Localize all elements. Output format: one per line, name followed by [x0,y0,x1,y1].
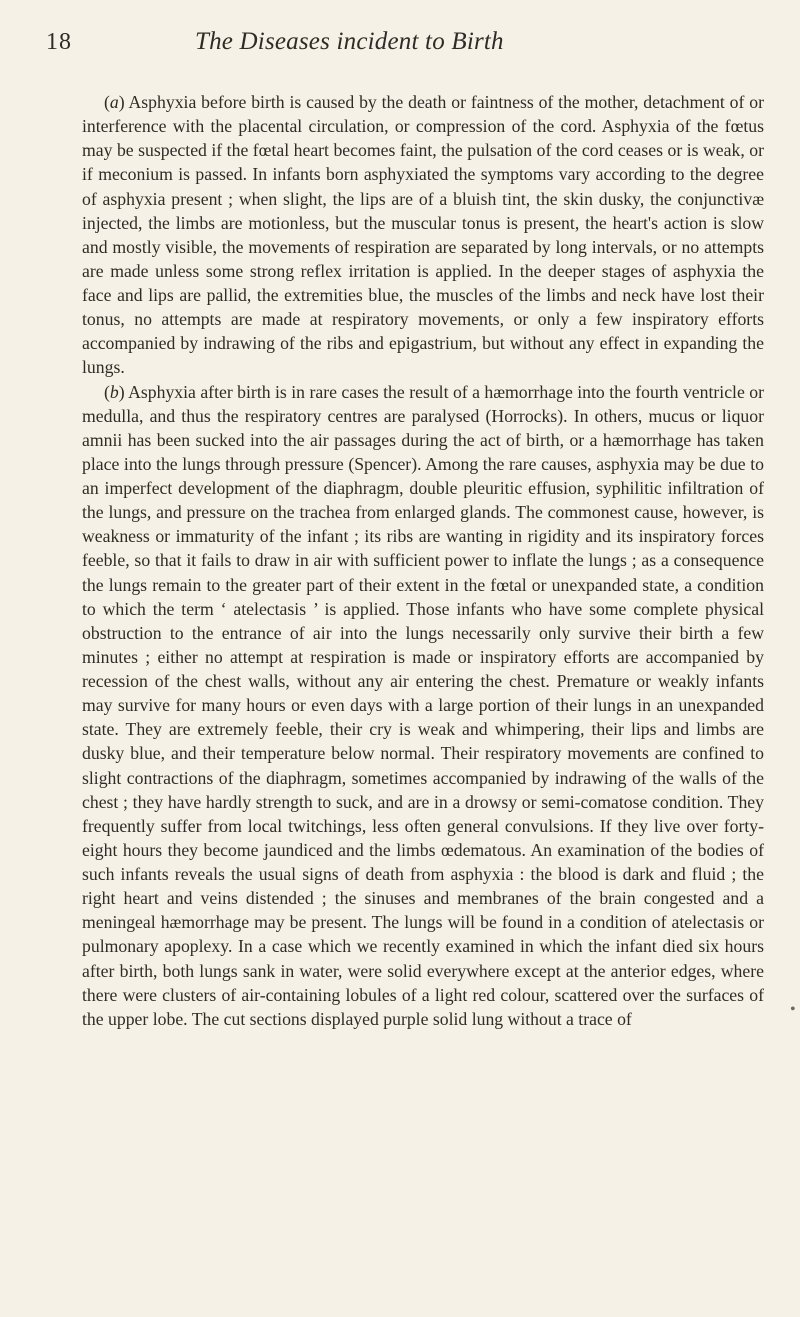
running-title: The Diseases incident to Birth [195,28,504,55]
paragraph-a-label: a [109,92,119,112]
margin-mark: • [790,1001,796,1018]
page-header [46,22,764,62]
page-number: 18 [46,29,72,55]
paragraph-b: (b) Asphyxia after birth is in rare cases the result of a hæmorrhage into the fourth ventricle or medulla, and thus the respiratory centres are paralysed (Horrocks). In others, mucus or liquor amnii has been sucked into the air passages during the act of birth, or a hæmorrhage has taken place into the lungs through pressure (Spencer). Among the rare causes, asphyxia may be due to an imperfect development of the diaphragm, double pleuritic effusion, syphilitic infiltration of the lungs, and pressure on the trachea from enlarged glands. The commonest cause, however, is weakness or immaturity of the infant ; its ribs are wanting in rigidity and its inspiratory forces feeble, so that it fails to draw in air with sufficient power to inflate the lungs ; as a consequence the lungs remain to the greater part of their extent in the fœtal or unexpanded state, a condition to which the term ‘ atelectasis ’ is applied. Those infants who have some complete physical obstruction to the entrance of air into the lungs necessarily only survive their birth a few minutes ; either no attempt at respiration is made or inspiratory efforts are accompanied by recession of the chest walls, without any air entering the chest. Premature or weakly infants may survive for many hours or even days with a large portion of their lungs in an unexpanded state. They are extremely feeble, their cry is weak and whimpering, their lips and limbs are dusky blue, and their temperature below normal. Their respiratory movements are confined to slight contractions of the diaphragm, sometimes accompanied by indrawing of the walls of the chest ; they have hardly strength to suck, and are in a drowsy or semi-comatose condition. They frequently suffer from local twitchings, less often general convulsions. If they live over forty-eight hours they become jaundiced and the limbs œdematous. An examination of the bodies of such infants reveals the usual signs of death from asphyxia : the blood is dark and fluid ; the right heart and veins distended ; the sinuses and membranes of the brain congested and a meningeal hæmorrhage may be present. The lungs will be found in a condition of atelectasis or pulmonary apoplexy. In a case which we recently examined in which the infant died six hours after birth, both lungs sank in water, were solid everywhere except at the anterior edges, where there were clusters of air-containing lobules of a light red colour, scattered over the surfaces of the upper lobe. The cut sections displayed purple solid lung without a trace of [82,381,764,1029]
page-content [46,22,765,1031]
paragraph-b-text: Asphyxia after birth is in rare cases the result of a hæmorrhage into the fourth ventricle or medulla, and thus the respiratory centres are paralysed (Horrocks). In others, mucus or liquor amnii has been sucked into the air passages during the act of birth, or a hæmorrhage has taken place into the lungs through pressure (Spencer). Among the rare causes, asphyxia may be due to an imperfect development of the diaphragm, double pleuritic effusion, syphilitic infiltration of the lungs, and pressure on the trachea from enlarged glands. The commonest cause, however, is weakness or immaturity of the infant ; its ribs are wanting in rigidity and its inspiratory forces feeble, so that it fails to draw in air with sufficient power to inflate the lungs ; as a consequence the lungs remain to the greater part of their extent in the fœtal or unexpanded state, a condition to which the term ‘ atelectasis ’ is applied. Those infants who have some complete physical obstruction to the entrance of air into the lungs necessarily only survive their birth a few minutes ; either no attempt at respiration is made or inspiratory efforts are accompanied by recession of the chest walls, without any air entering the chest. Premature or weakly infants may survive for many hours or even days with a large portion of their lungs in an unexpanded state. They are extremely feeble, their cry is weak and whimpering, their lips and limbs are dusky blue, and their temperature below normal. Their respiratory movements are confined to slight contractions of the diaphragm, sometimes accompanied by indrawing of the walls of the chest ; they have hardly strength to suck, and are in a drowsy or semi-comatose condition. They frequently suffer from local twitchings, less often general convulsions. If they live over forty-eight hours they become jaundiced and the limbs œdematous. An examination of the bodies of such infants reveals the usual signs of death from asphyxia : the blood is dark and fluid ; the right heart and veins distended ; the sinuses and membranes of the brain congested and a meningeal hæmorrhage may be present. The lungs will be found in a condition of atelectasis or pulmonary apoplexy. In a case which we recently examined in which the infant died six hours after birth, both lungs sank in water, were solid everywhere except at the anterior edges, where there were clusters of air-containing lobules of a light red colour, scattered over the surfaces of the upper lobe. The cut sections displayed purple solid lung without a trace of [82,381,764,1029]
paragraph-b-label: b [109,381,119,402]
paragraph-a-text: Asphyxia before birth is caused by the death or faintness of the mother, detachment of or interference with the placental circulation, or compression of the cord. Asphyxia of the fœtus may be suspected if the fœtal heart becomes faint, the pulsation of the cord ceases or is weak, or if meconium is passed. In infants born asphyxiated the symptoms vary according to the degree of asphyxia present ; when slight, the lips are of a bluish tint, the skin dusky, the conjunctivæ injected, the limbs are motionless, but the muscular tonus is present, the heart's action is slow and mostly visible, the movements of respiration are separated by long intervals, or no attempts are made unless some strong reflex irritation is applied. In the deeper stages of asphyxia the face and lips are pallid, the extremities blue, the muscles of the limbs and neck have lost their tonus, no attempts are made at respiratory movements, or only a few inspiratory efforts accompanied by indrawing of the ribs and epigastrium, but without any effect in expanding the lungs. [82,92,765,378]
paragraph-a: (a) Asphyxia before birth is caused by the death or faintness of the mother, detachment of or interference with the placental circulation, or compression of the cord. Asphyxia of the fœtus may be suspected if the fœtal heart becomes faint, the pulsation of the cord ceases or is weak, or if meconium is passed. In infants born asphyxiated the symptoms vary according to the degree of asphyxia present ; when slight, the lips are of a bluish tint, the skin dusky, the conjunctivæ injected, the limbs are motionless, but the muscular tonus is present, the heart's action is slow and mostly visible, the movements of respiration are separated by long intervals, or no attempts are made unless some strong reflex irritation is applied. In the deeper stages of asphyxia the face and lips are pallid, the extremities blue, the muscles of the limbs and neck have lost their tonus, no attempts are made at respiratory movements, or only a few inspiratory efforts accompanied by indrawing of the ribs and epigastrium, but without any effect in expanding the lungs. [82,92,765,378]
